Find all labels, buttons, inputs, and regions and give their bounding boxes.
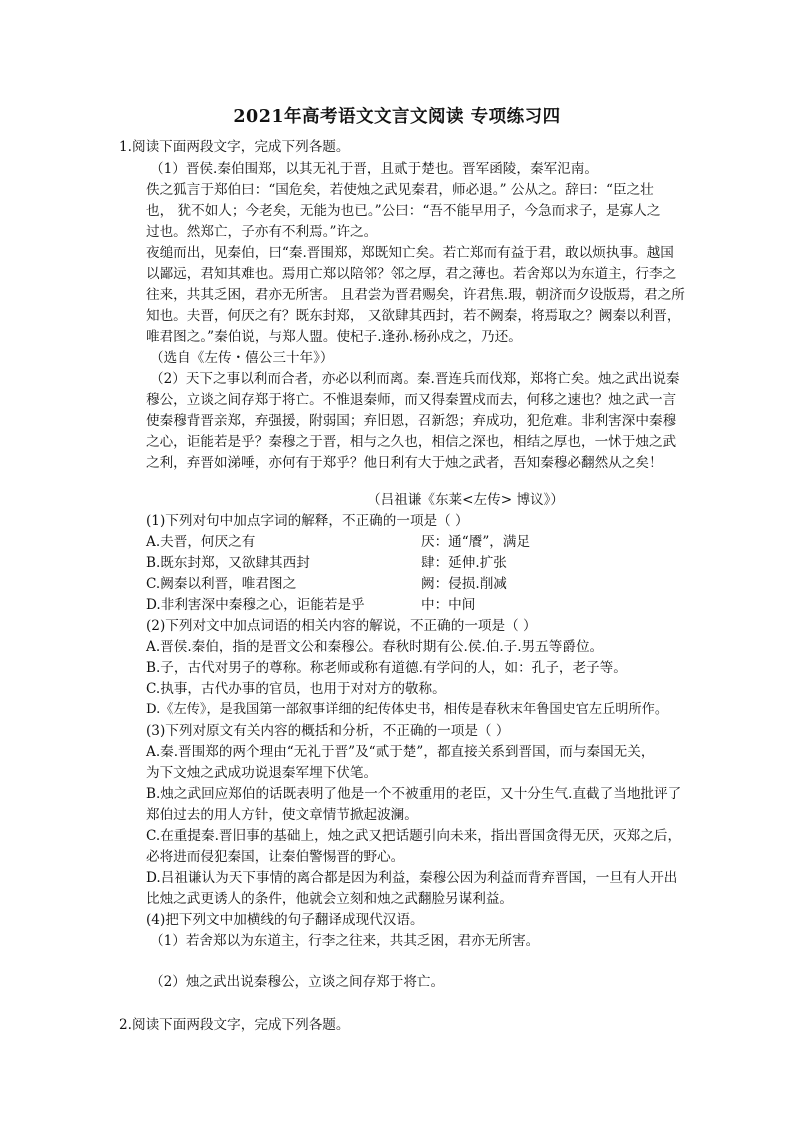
passage2-source: （吕祖谦《东莱<左传> 博议》） — [367, 492, 565, 508]
passage1-line: 往来，共其乏困，君亦无所害。 且君尝为晋君赐矣，许君焦.瑕，朝济而夕设版焉，君之所 — [146, 287, 685, 303]
question-1-intro: 1.阅读下面两段文字，完成下列各题。 — [119, 139, 350, 155]
passage2-line: 穆公，立谈之间存郑于将亡。不惟退秦师，而又得秦置戍而去，何移之速也？烛之武一言 — [146, 392, 677, 408]
passage1-line: 唯君图之。”秦伯说，与郑人盟。使杞子.逢孙.杨孙戍之，乃还。 — [146, 329, 522, 345]
subquestion-3-stem: (3)下列对原文有关内容的概括和分析，不正确的一项是（ ） — [146, 723, 510, 739]
subquestion-4-stem: (4)把下列文中加横线的句子翻译成现代汉语。 — [146, 912, 424, 928]
document-title: 2021年高考语文文言文阅读 专项练习四 — [233, 107, 561, 127]
passage2-line: 之利，弃晋如涕唾，亦何有于郑乎？他日利有大于烛之武者，吾知秦穆必翻然从之矣！ — [146, 455, 663, 471]
option-text: 郑伯过去的用人方针，使文章情节掀起波澜。 — [146, 807, 418, 823]
option-text: B.子，古代对男子的尊称。称老师或称有道德.有学问的人，如：孔子，老子等。 — [146, 660, 627, 676]
passage1-line: 知也。夫晋，何厌之有？既东封郑， 又欲肆其西封，若不阙秦，将焉取之？阙秦以利晋， — [146, 308, 681, 324]
passage1-source: （选自《左传・僖公三十年》） — [150, 350, 334, 366]
passage1-line: 以鄙远，君知其难也。焉用亡郑以陪邻？邻之厚，君之薄也。若舍郑以为东道主，行李之 — [146, 266, 677, 282]
option-text: D.《左传》，是我国第一部叙事详细的纪传体史书，相传是春秋末年鲁国史官左丘明所作。 — [146, 702, 669, 717]
translation-item: （1）若舍郑以为东道主，行李之往来，共其乏困，君亦无所害。 — [150, 933, 540, 949]
option-text: A.晋侯.秦伯，指的是晋文公和秦穆公。春秋时期有公.侯.伯.子.男五等爵位。 — [146, 639, 604, 655]
option-gloss: 厌：通“餍”，满足 — [421, 534, 531, 550]
option-gloss: 中：中间 — [421, 597, 476, 613]
option-text: C.执事，古代办事的官员，也用于对对方的敬称。 — [146, 681, 446, 697]
passage2-line: （2）天下之事以利而合者，亦必以利而离。秦.晋连兵而伐郑，郑将亡矣。烛之武出说秦 — [150, 371, 680, 387]
option-text: A.秦.晋围郑的两个理由“无礼于晋”及“贰于楚”，都直接关系到晋国，而与秦国无关， — [146, 744, 655, 760]
option-text: D.非利害深中秦穆之心，讵能若是乎 — [146, 597, 365, 613]
passage2-line: 之心，讵能若是乎？秦穆之于晋，相与之久也，相信之深也，相结之厚也，一怵于烛之武 — [146, 434, 677, 450]
option-text: 比烛之武更诱人的条件，他就会立刻和烛之武翻脸另谋利益。 — [146, 891, 514, 907]
translation-item: （2）烛之武出说秦穆公，立谈之间存郑于将亡。 — [150, 974, 445, 990]
passage2-line: 使秦穆背晋亲郑，弃强援，附弱国；弃旧恩，召新怨；弃成功，犯危难。非利害深中秦穆 — [146, 413, 677, 429]
option-gloss: 阙：侵损.削减 — [421, 576, 507, 592]
option-text: D.吕祖谦认为天下事情的离合都是因为利益，秦穆公因为利益而背弃晋国，一旦有人开出 — [146, 870, 678, 886]
option-text: A.夫晋，何厌之有 — [146, 534, 256, 550]
passage1-line: 过也。然郑亡，子亦有不利焉。”许之。 — [146, 224, 378, 240]
passage1-line: 佚之狐言于郑伯曰：“国危矣，若使烛之武见秦君，师必退。” 公从之。辞曰：“臣之壮 — [146, 182, 654, 198]
passage1-line: 夜缒而出，见秦伯，曰“秦.晋围郑，郑既知亡矣。若亡郑而有益于君，敢以烦执事。越国 — [146, 245, 674, 261]
subquestion-2-stem: (2)下列对文中加点词语的相关内容的解说，不正确的一项是（ ） — [146, 618, 537, 634]
passage1-line: （1）晋侯.秦伯围郑，以其无礼于晋，且贰于楚也。晋军函陵，秦军氾南。 — [150, 161, 598, 177]
option-text: B.既东封郑，又欲肆其西封 — [146, 555, 310, 571]
option-text: B.烛之武回应郑伯的话既表明了他是一个不被重用的老臣，又十分生气.直截了当地批评了 — [146, 786, 682, 802]
question-2-intro: 2.阅读下面两段文字，完成下列各题。 — [119, 1017, 350, 1033]
option-text: 必将进而侵犯秦国，让秦伯警惕晋的野心。 — [146, 849, 405, 865]
passage1-line: 也， 犹不如人；今老矣，无能为也已。”公曰：“吾不能早用子，今急而求子，是寡人之 — [146, 203, 661, 219]
option-text: C.阙秦以利晋，唯君图之 — [146, 576, 297, 592]
option-text: C.在重提秦.晋旧事的基础上，烛之武又把话题引向未来，指出晋国贪得无厌，灭郑之后， — [146, 828, 682, 844]
subquestion-1-stem: (1)下列对句中加点字词的解释，不正确的一项是（ ） — [146, 513, 469, 529]
option-text: 为下文烛之武成功说退秦军埋下伏笔。 — [146, 765, 378, 781]
option-gloss: 肆：延伸.扩张 — [421, 555, 507, 571]
